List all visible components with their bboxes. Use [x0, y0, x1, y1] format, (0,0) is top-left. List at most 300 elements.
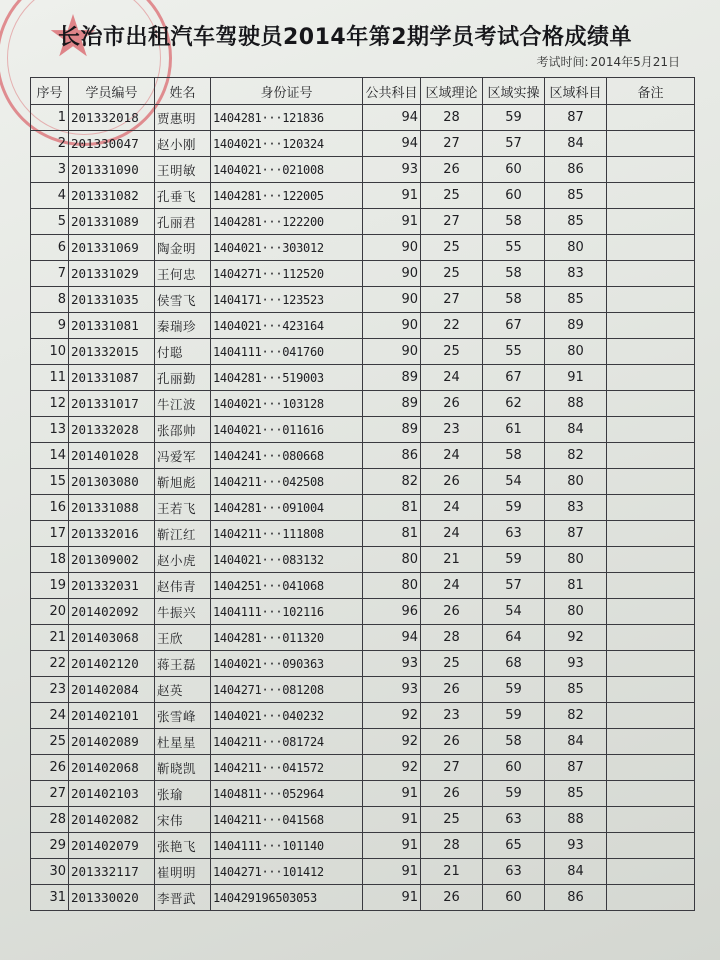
- cell-theory-score: 28: [421, 105, 483, 131]
- table-row: [31, 313, 695, 339]
- cell-subject-score: 80: [545, 547, 607, 573]
- cell-seq: 14: [31, 443, 69, 469]
- cell-student-no: 201332031: [69, 573, 155, 599]
- cell-public-score: 80: [363, 547, 421, 573]
- table-row: [31, 287, 695, 313]
- table-row: [31, 547, 695, 573]
- table-row: [31, 183, 695, 209]
- cell-practice-score: 57: [483, 573, 545, 599]
- cell-id-no: 1404811···052964: [211, 781, 363, 807]
- cell-seq: 24: [31, 703, 69, 729]
- cell-practice-score: 62: [483, 391, 545, 417]
- cell-name: 李晋武: [155, 885, 211, 911]
- table-row: [31, 781, 695, 807]
- cell-subject-score: 85: [545, 183, 607, 209]
- cell-seq: 18: [31, 547, 69, 573]
- cell-practice-score: 61: [483, 417, 545, 443]
- cell-public-score: 92: [363, 755, 421, 781]
- cell-practice-score: 60: [483, 755, 545, 781]
- cell-subject-score: 89: [545, 313, 607, 339]
- cell-subject-score: 92: [545, 625, 607, 651]
- cell-student-no: 201331090: [69, 157, 155, 183]
- cell-public-score: 91: [363, 183, 421, 209]
- cell-student-no: 201403068: [69, 625, 155, 651]
- table-row: [31, 651, 695, 677]
- cell-name: 赵小刚: [155, 131, 211, 157]
- cell-id-no: 1404021···090363: [211, 651, 363, 677]
- cell-public-score: 93: [363, 677, 421, 703]
- cell-id-no: 1404211···111808: [211, 521, 363, 547]
- cell-student-no: 201332117: [69, 859, 155, 885]
- cell-practice-score: 67: [483, 365, 545, 391]
- cell-id-no: 1404271···101412: [211, 859, 363, 885]
- cell-practice-score: 59: [483, 105, 545, 131]
- cell-name: 王明敏: [155, 157, 211, 183]
- cell-public-score: 89: [363, 417, 421, 443]
- cell-remarks: [607, 157, 695, 183]
- cell-practice-score: 59: [483, 781, 545, 807]
- header-regional-practice: 区域实操: [483, 78, 545, 105]
- table-row: [31, 469, 695, 495]
- cell-theory-score: 24: [421, 495, 483, 521]
- cell-practice-score: 64: [483, 625, 545, 651]
- cell-theory-score: 26: [421, 469, 483, 495]
- grades-table: [30, 77, 695, 911]
- cell-practice-score: 58: [483, 287, 545, 313]
- cell-public-score: 91: [363, 781, 421, 807]
- cell-public-score: 82: [363, 469, 421, 495]
- cell-student-no: 201303080: [69, 469, 155, 495]
- cell-name: 牛振兴: [155, 599, 211, 625]
- cell-name: 侯雪飞: [155, 287, 211, 313]
- cell-student-no: 201402084: [69, 677, 155, 703]
- cell-name: 孔丽勤: [155, 365, 211, 391]
- cell-subject-score: 84: [545, 417, 607, 443]
- cell-seq: 30: [31, 859, 69, 885]
- cell-public-score: 91: [363, 209, 421, 235]
- cell-public-score: 90: [363, 235, 421, 261]
- cell-id-no: 1404021···011616: [211, 417, 363, 443]
- cell-name: 王若飞: [155, 495, 211, 521]
- cell-id-no: 140429196503053: [211, 885, 363, 911]
- cell-id-no: 1404021···120324: [211, 131, 363, 157]
- cell-subject-score: 86: [545, 157, 607, 183]
- cell-remarks: [607, 651, 695, 677]
- cell-subject-score: 93: [545, 651, 607, 677]
- cell-remarks: [607, 391, 695, 417]
- cell-name: 孔垂飞: [155, 183, 211, 209]
- cell-student-no: 201331035: [69, 287, 155, 313]
- cell-practice-score: 65: [483, 833, 545, 859]
- cell-public-score: 86: [363, 443, 421, 469]
- cell-practice-score: 59: [483, 703, 545, 729]
- cell-theory-score: 23: [421, 417, 483, 443]
- table-row: [31, 391, 695, 417]
- cell-id-no: 1404281···121836: [211, 105, 363, 131]
- cell-id-no: 1404251···041068: [211, 573, 363, 599]
- cell-seq: 15: [31, 469, 69, 495]
- cell-remarks: [607, 365, 695, 391]
- cell-name: 王何忠: [155, 261, 211, 287]
- cell-public-score: 94: [363, 131, 421, 157]
- cell-subject-score: 88: [545, 807, 607, 833]
- cell-practice-score: 54: [483, 599, 545, 625]
- cell-remarks: [607, 313, 695, 339]
- cell-student-no: 201402068: [69, 755, 155, 781]
- cell-seq: 12: [31, 391, 69, 417]
- cell-practice-score: 55: [483, 235, 545, 261]
- cell-theory-score: 25: [421, 807, 483, 833]
- cell-name: 付聪: [155, 339, 211, 365]
- table-row: [31, 625, 695, 651]
- cell-id-no: 1404211···041568: [211, 807, 363, 833]
- table-row: [31, 365, 695, 391]
- cell-theory-score: 27: [421, 209, 483, 235]
- cell-name: 赵伟青: [155, 573, 211, 599]
- cell-subject-score: 91: [545, 365, 607, 391]
- cell-name: 冯爱军: [155, 443, 211, 469]
- cell-public-score: 81: [363, 495, 421, 521]
- cell-subject-score: 84: [545, 131, 607, 157]
- header-seq: 序号: [31, 78, 69, 105]
- cell-public-score: 90: [363, 313, 421, 339]
- cell-name: 秦瑞珍: [155, 313, 211, 339]
- cell-seq: 26: [31, 755, 69, 781]
- cell-remarks: [607, 235, 695, 261]
- cell-subject-score: 83: [545, 495, 607, 521]
- cell-seq: 2: [31, 131, 69, 157]
- table-row: [31, 859, 695, 885]
- cell-subject-score: 87: [545, 521, 607, 547]
- cell-theory-score: 26: [421, 599, 483, 625]
- cell-subject-score: 80: [545, 599, 607, 625]
- cell-seq: 31: [31, 885, 69, 911]
- cell-student-no: 201332015: [69, 339, 155, 365]
- cell-seq: 9: [31, 313, 69, 339]
- cell-student-no: 201331029: [69, 261, 155, 287]
- cell-student-no: 201402092: [69, 599, 155, 625]
- cell-subject-score: 80: [545, 339, 607, 365]
- cell-name: 王欣: [155, 625, 211, 651]
- cell-student-no: 201402082: [69, 807, 155, 833]
- header-public-subject: 公共科目: [363, 78, 421, 105]
- cell-seq: 3: [31, 157, 69, 183]
- cell-seq: 23: [31, 677, 69, 703]
- cell-seq: 16: [31, 495, 69, 521]
- cell-seq: 19: [31, 573, 69, 599]
- cell-theory-score: 24: [421, 365, 483, 391]
- cell-name: 张雪峰: [155, 703, 211, 729]
- table-row: [31, 885, 695, 911]
- cell-public-score: 89: [363, 365, 421, 391]
- cell-practice-score: 63: [483, 521, 545, 547]
- cell-remarks: [607, 573, 695, 599]
- cell-student-no: 201331081: [69, 313, 155, 339]
- cell-student-no: 201330047: [69, 131, 155, 157]
- cell-theory-score: 27: [421, 131, 483, 157]
- table-row: [31, 573, 695, 599]
- cell-id-no: 1404021···303012: [211, 235, 363, 261]
- cell-subject-score: 85: [545, 287, 607, 313]
- cell-student-no: 201332016: [69, 521, 155, 547]
- cell-public-score: 90: [363, 339, 421, 365]
- cell-name: 张瑜: [155, 781, 211, 807]
- cell-public-score: 91: [363, 807, 421, 833]
- table-body: [31, 105, 695, 911]
- header-regional-subject: 区域科目: [545, 78, 607, 105]
- cell-subject-score: 84: [545, 729, 607, 755]
- cell-name: 宋伟: [155, 807, 211, 833]
- cell-remarks: [607, 755, 695, 781]
- cell-student-no: 201309002: [69, 547, 155, 573]
- cell-practice-score: 58: [483, 261, 545, 287]
- cell-seq: 5: [31, 209, 69, 235]
- cell-id-no: 1404271···081208: [211, 677, 363, 703]
- table-row: [31, 443, 695, 469]
- cell-student-no: 201331089: [69, 209, 155, 235]
- cell-theory-score: 26: [421, 677, 483, 703]
- cell-public-score: 92: [363, 729, 421, 755]
- cell-seq: 13: [31, 417, 69, 443]
- cell-name: 孔丽君: [155, 209, 211, 235]
- cell-theory-score: 27: [421, 287, 483, 313]
- table-row: [31, 807, 695, 833]
- cell-id-no: 1404281···519003: [211, 365, 363, 391]
- header-id-no: 身份证号: [211, 78, 363, 105]
- cell-id-no: 1404281···122005: [211, 183, 363, 209]
- cell-subject-score: 87: [545, 105, 607, 131]
- cell-subject-score: 81: [545, 573, 607, 599]
- cell-student-no: 201331088: [69, 495, 155, 521]
- cell-remarks: [607, 105, 695, 131]
- cell-name: 杜星星: [155, 729, 211, 755]
- table-row: [31, 417, 695, 443]
- cell-theory-score: 26: [421, 391, 483, 417]
- cell-remarks: [607, 729, 695, 755]
- cell-seq: 6: [31, 235, 69, 261]
- cell-seq: 8: [31, 287, 69, 313]
- cell-theory-score: 25: [421, 183, 483, 209]
- cell-id-no: 1404211···041572: [211, 755, 363, 781]
- cell-subject-score: 87: [545, 755, 607, 781]
- cell-seq: 11: [31, 365, 69, 391]
- cell-public-score: 93: [363, 157, 421, 183]
- cell-remarks: [607, 443, 695, 469]
- cell-remarks: [607, 859, 695, 885]
- cell-subject-score: 83: [545, 261, 607, 287]
- cell-remarks: [607, 131, 695, 157]
- cell-remarks: [607, 287, 695, 313]
- cell-theory-score: 25: [421, 235, 483, 261]
- cell-remarks: [607, 469, 695, 495]
- cell-name: 牛江波: [155, 391, 211, 417]
- cell-public-score: 92: [363, 703, 421, 729]
- cell-practice-score: 58: [483, 443, 545, 469]
- cell-theory-score: 21: [421, 547, 483, 573]
- cell-student-no: 201332018: [69, 105, 155, 131]
- cell-name: 张邵帅: [155, 417, 211, 443]
- cell-remarks: [607, 703, 695, 729]
- cell-remarks: [607, 547, 695, 573]
- table-row: [31, 521, 695, 547]
- cell-id-no: 1404281···091004: [211, 495, 363, 521]
- cell-public-score: 90: [363, 261, 421, 287]
- cell-student-no: 201402079: [69, 833, 155, 859]
- cell-practice-score: 59: [483, 495, 545, 521]
- cell-theory-score: 26: [421, 781, 483, 807]
- cell-id-no: 1404271···112520: [211, 261, 363, 287]
- cell-student-no: 201331087: [69, 365, 155, 391]
- cell-name: 贾惠明: [155, 105, 211, 131]
- cell-seq: 7: [31, 261, 69, 287]
- cell-id-no: 1404111···101140: [211, 833, 363, 859]
- header-regional-theory: 区域理论: [421, 78, 483, 105]
- cell-name: 靳晓凯: [155, 755, 211, 781]
- cell-remarks: [607, 209, 695, 235]
- cell-subject-score: 82: [545, 703, 607, 729]
- cell-public-score: 90: [363, 287, 421, 313]
- cell-remarks: [607, 417, 695, 443]
- cell-public-score: 94: [363, 105, 421, 131]
- cell-name: 靳江红: [155, 521, 211, 547]
- cell-practice-score: 58: [483, 209, 545, 235]
- cell-theory-score: 22: [421, 313, 483, 339]
- cell-seq: 25: [31, 729, 69, 755]
- table-row: [31, 729, 695, 755]
- table-row: [31, 157, 695, 183]
- cell-id-no: 1404021···040232: [211, 703, 363, 729]
- cell-id-no: 1404241···080668: [211, 443, 363, 469]
- cell-subject-score: 93: [545, 833, 607, 859]
- cell-theory-score: 24: [421, 443, 483, 469]
- cell-id-no: 1404281···011320: [211, 625, 363, 651]
- cell-practice-score: 63: [483, 859, 545, 885]
- cell-practice-score: 60: [483, 157, 545, 183]
- cell-theory-score: 28: [421, 833, 483, 859]
- cell-theory-score: 25: [421, 261, 483, 287]
- cell-id-no: 1404021···103128: [211, 391, 363, 417]
- cell-remarks: [607, 599, 695, 625]
- cell-student-no: 201332028: [69, 417, 155, 443]
- cell-practice-score: 68: [483, 651, 545, 677]
- cell-student-no: 201331082: [69, 183, 155, 209]
- cell-theory-score: 27: [421, 755, 483, 781]
- cell-remarks: [607, 521, 695, 547]
- cell-remarks: [607, 495, 695, 521]
- cell-name: 陶金明: [155, 235, 211, 261]
- cell-name: 赵小虎: [155, 547, 211, 573]
- header-remarks: 备注: [607, 78, 695, 105]
- cell-id-no: 1404021···083132: [211, 547, 363, 573]
- cell-public-score: 89: [363, 391, 421, 417]
- cell-public-score: 91: [363, 859, 421, 885]
- cell-student-no: 201330020: [69, 885, 155, 911]
- table-row: [31, 209, 695, 235]
- cell-id-no: 1404021···423164: [211, 313, 363, 339]
- cell-student-no: 201331017: [69, 391, 155, 417]
- cell-theory-score: 26: [421, 157, 483, 183]
- cell-theory-score: 25: [421, 651, 483, 677]
- cell-remarks: [607, 833, 695, 859]
- cell-seq: 17: [31, 521, 69, 547]
- seal-star-icon: ★: [47, 2, 99, 70]
- cell-practice-score: 59: [483, 547, 545, 573]
- cell-theory-score: 26: [421, 885, 483, 911]
- cell-seq: 20: [31, 599, 69, 625]
- cell-seq: 21: [31, 625, 69, 651]
- cell-seq: 22: [31, 651, 69, 677]
- cell-theory-score: 21: [421, 859, 483, 885]
- cell-seq: 28: [31, 807, 69, 833]
- cell-public-score: 91: [363, 833, 421, 859]
- cell-id-no: 1404211···042508: [211, 469, 363, 495]
- exam-date-value: 2014年5月21日: [590, 55, 680, 69]
- cell-practice-score: 58: [483, 729, 545, 755]
- cell-public-score: 80: [363, 573, 421, 599]
- cell-public-score: 91: [363, 885, 421, 911]
- cell-subject-score: 85: [545, 781, 607, 807]
- cell-theory-score: 24: [421, 573, 483, 599]
- cell-subject-score: 86: [545, 885, 607, 911]
- cell-subject-score: 84: [545, 859, 607, 885]
- cell-id-no: 1404171···123523: [211, 287, 363, 313]
- cell-remarks: [607, 261, 695, 287]
- cell-seq: 4: [31, 183, 69, 209]
- cell-id-no: 1404111···102116: [211, 599, 363, 625]
- cell-public-score: 94: [363, 625, 421, 651]
- cell-name: 张艳飞: [155, 833, 211, 859]
- exam-date-label: 考试时间:: [536, 55, 589, 69]
- cell-student-no: 201401028: [69, 443, 155, 469]
- cell-seq: 10: [31, 339, 69, 365]
- cell-seq: 1: [31, 105, 69, 131]
- table-row: [31, 495, 695, 521]
- header-student-no: 学员编号: [69, 78, 155, 105]
- cell-theory-score: 26: [421, 729, 483, 755]
- cell-theory-score: 24: [421, 521, 483, 547]
- cell-student-no: 201402120: [69, 651, 155, 677]
- cell-name: 赵英: [155, 677, 211, 703]
- table-row: [31, 677, 695, 703]
- table-row: [31, 261, 695, 287]
- cell-remarks: [607, 885, 695, 911]
- cell-seq: 29: [31, 833, 69, 859]
- cell-practice-score: 63: [483, 807, 545, 833]
- table-row: [31, 235, 695, 261]
- table-row: [31, 755, 695, 781]
- cell-student-no: 201402089: [69, 729, 155, 755]
- cell-practice-score: 67: [483, 313, 545, 339]
- cell-remarks: [607, 677, 695, 703]
- cell-id-no: 1404021···021008: [211, 157, 363, 183]
- cell-public-score: 93: [363, 651, 421, 677]
- cell-subject-score: 80: [545, 469, 607, 495]
- cell-remarks: [607, 807, 695, 833]
- cell-id-no: 1404281···122200: [211, 209, 363, 235]
- table-row: [31, 105, 695, 131]
- document-title: 长治市出租汽车驾驶员2014年第2期学员考试合格成绩单: [58, 25, 633, 50]
- cell-theory-score: 23: [421, 703, 483, 729]
- cell-student-no: 201402103: [69, 781, 155, 807]
- cell-theory-score: 25: [421, 339, 483, 365]
- cell-subject-score: 82: [545, 443, 607, 469]
- cell-name: 崔明明: [155, 859, 211, 885]
- cell-remarks: [607, 339, 695, 365]
- table-row: [31, 703, 695, 729]
- cell-name: 靳旭彪: [155, 469, 211, 495]
- exam-date: [537, 53, 681, 70]
- cell-id-no: 1404111···041760: [211, 339, 363, 365]
